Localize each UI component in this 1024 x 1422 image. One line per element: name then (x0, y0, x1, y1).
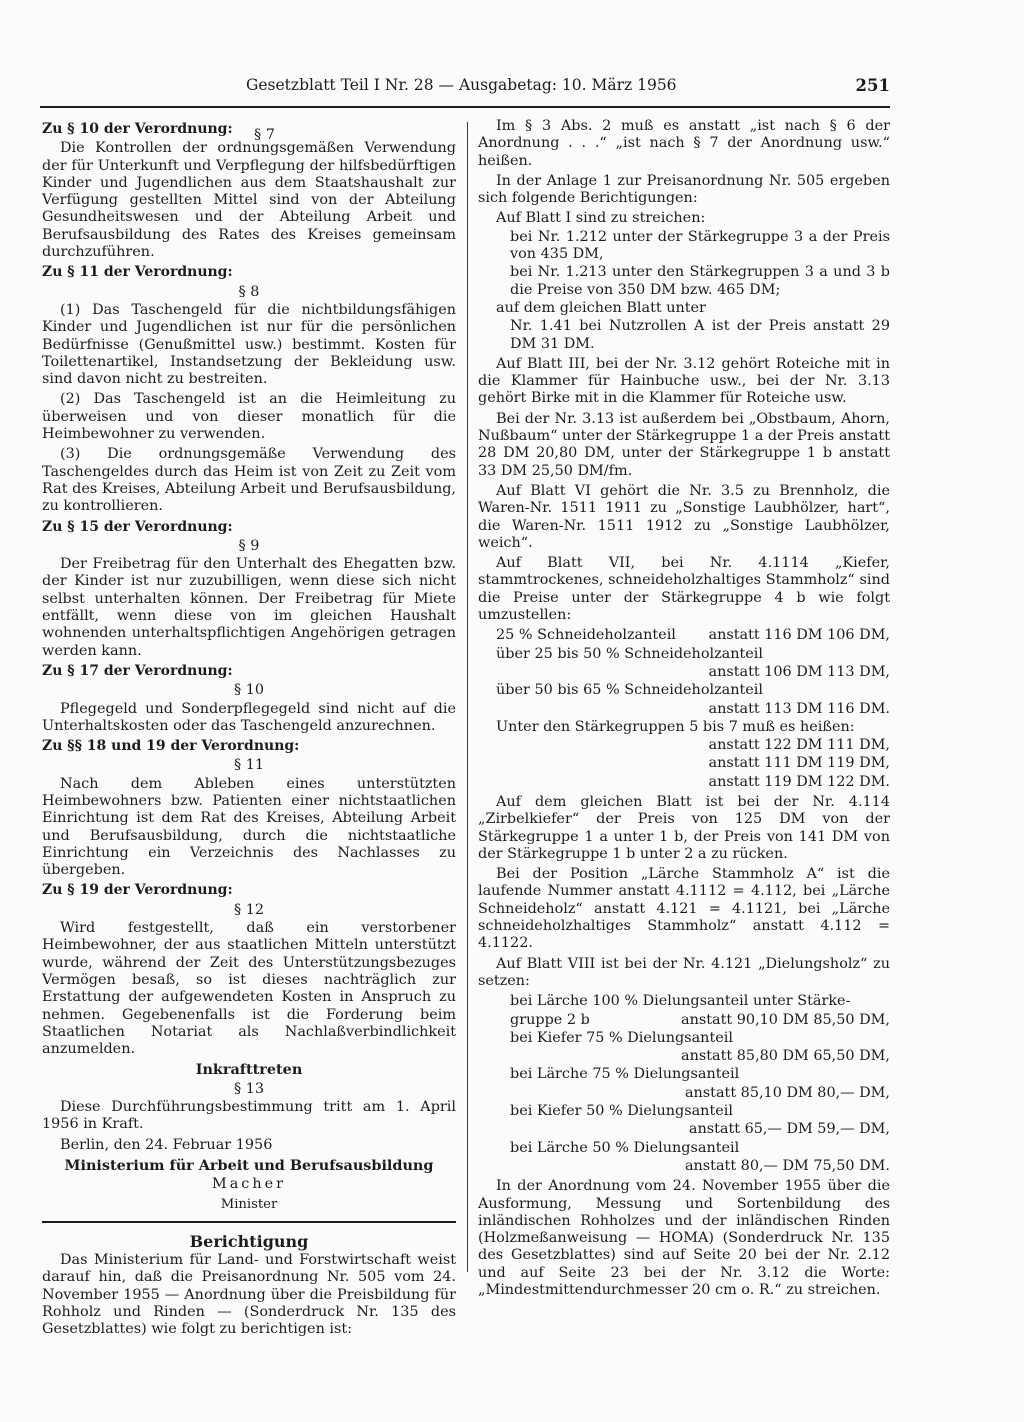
section-10-number: § 10 (233, 682, 265, 699)
blatt-8-row-value: anstatt 85,80 DM 65,50 DM, (681, 1048, 890, 1065)
running-title: Gesetzblatt Teil I Nr. 28 — Ausgabetag: 10. März 1956 (246, 76, 677, 94)
blatt-1-item-141: Nr. 1.41 bei Nutzrollen A ist der Preis anstatt 29 DM 31 DM. (510, 318, 890, 352)
right-column (478, 118, 890, 1302)
paragraph-section-8-3: (3) Die ordnungsgemäße Verwendung des Taschengeldes durch das Heim ist von Zeit zu Zeit vom Rat des Kreises, Abteilung Arbeit und Berufsausbildung, zu kontrollieren. (42, 446, 456, 515)
heading-zu-paragraph-10: Zu § 10 der Verordnung: (42, 121, 233, 137)
section-12-number: § 12 (233, 901, 265, 918)
blatt-7-row-value: anstatt 116 DM 106 DM, (708, 627, 890, 644)
header-rule (40, 106, 890, 108)
paragraph-section-13: Diese Durchführungsbestimmung tritt am 1. April 1956 in Kraft. (42, 1099, 456, 1133)
column-divider (467, 122, 468, 1272)
blatt-7-row-value: anstatt 119 DM 122 DM. (708, 773, 890, 790)
section-8-number: § 8 (238, 283, 260, 300)
blatt-8-row (510, 1012, 890, 1029)
blatt-8-row-label: bei Lärche 100 % Dielungsanteil unter Stärke- (510, 993, 851, 1010)
heading-zu-paragraph-11: Zu § 11 der Verordnung: (42, 264, 233, 281)
blatt-1-same-sheet: auf dem gleichen Blatt unter (496, 299, 706, 316)
paragraph-blatt-7: Auf Blatt VII, bei Nr. 4.1114 „Kiefer, stammtrockenes, schneideholzhaltiges Stammholz“ sind die Preise unter der Stärkegruppe 4 b wie folgt umzustellen: (478, 555, 890, 624)
section-separator-rule (42, 1221, 456, 1223)
left-column (42, 118, 456, 1342)
blatt-7-row-value: anstatt 113 DM 116 DM. (708, 700, 890, 717)
blatt-1-intro: Auf Blatt I sind zu streichen: (496, 210, 706, 227)
blatt-8-row-value: anstatt 85,10 DM 80,— DM, (684, 1084, 890, 1101)
blatt-7-price-table (478, 627, 890, 791)
blatt-7-row-label: über 50 bis 65 % Schneideholzanteil (496, 682, 764, 699)
place-and-date: Berlin, den 24. Februar 1956 (60, 1136, 273, 1153)
blatt-8-price-table (478, 993, 890, 1175)
blatt-1-item-1213: bei Nr. 1.213 unter den Stärkegruppen 3 a und 3 b die Preise von 350 DM bzw. 465 DM; (510, 264, 890, 298)
section-11-number: § 11 (233, 757, 265, 774)
blatt-1-item-1212: bei Nr. 1.212 unter der Stärkegruppe 3 a der Preis von 435 DM, (510, 228, 890, 263)
signatory-title: Minister (220, 1196, 278, 1212)
heading-zu-paragraph-15: Zu § 15 der Verordnung: (42, 518, 233, 535)
paragraph-anlage-1-intro: In der Anlage 1 zur Preisanordnung Nr. 505 ergeben sich folgende Berichtigungen: (478, 172, 890, 207)
heading-zu-paragraph-19: Zu § 19 der Verordnung: (42, 882, 233, 899)
berichtigung-heading: Berichtigung (189, 1231, 309, 1251)
paragraph-section-7: Die Kontrollen der ordnungsgemäßen Verwendung der für Unterkunft und Verpflegung der hilfsbedürftigen Kinder und Jugendlichen aus dem Staatshaushalt zur Verfügung gestellten Mittel sind von der Abteilung Gesundheitswesen und der Abteilung Arbeit und Berufsausbildung des Rates des Kreises gemeinsam durchzuführen. (42, 140, 456, 261)
section-7-number: § 7 (254, 127, 275, 143)
section-9-number: § 9 (238, 537, 260, 554)
ministry-name: Ministerium für Arbeit und Berufsausbildung (64, 1156, 434, 1174)
paragraph-blatt-3: Auf Blatt III, bei der Nr. 3.12 gehört Roteiche mit in die Klammer für Hainbuche usw., bei der Nr. 3.13 gehört Birke mit in die Klammer für Roteiche usw. (478, 355, 890, 407)
paragraph-section-10: Pflegegeld und Sonderpflegegeld sind nicht auf die Unterhaltskosten oder das Taschengeld anzurechnen. (42, 700, 456, 734)
blatt-8-row-value: anstatt 65,— DM 59,— DM, (688, 1121, 890, 1138)
paragraph-section-8-1: (1) Das Taschengeld für die nichtbildungsfähigen Kinder und Jugendlichen ist nur für die persönlichen Bedürfnisse (Genußmittel usw.) bestimmt. Kosten für Toilettenartikel, Instandsetzung der Bekleidung usw. sind davon nicht zu bestreiten. (42, 301, 456, 388)
blatt-8-row-label: bei Lärche 50 % Dielungsanteil (510, 1139, 740, 1156)
section-10-block (42, 121, 456, 143)
blatt-8-row-label: bei Lärche 75 % Dielungsanteil (510, 1066, 740, 1083)
paragraph-section-12: Wird festgestellt, daß ein verstorbener Heimbewohner, der aus staatlichen Mitteln unterstützt wurde, während der Zeit des Unterstützungsbezuges Vermögen besaß, so ist dieses nachträglich zur Erstattung der aufgewendeten Kosten in Anspruch zu nehmen. Gegebenenfalls ist die Forderung beim Staatlichen Notariat als Nachlaßverbindlichkeit anzumelden. (42, 920, 456, 1058)
page-number: 251 (855, 76, 890, 95)
blatt-7-row-label: über 25 bis 50 % Schneideholzanteil (496, 645, 764, 662)
paragraph-berichtigung: Das Ministerium für Land- und Forstwirtschaft weist darauf hin, daß die Preisanordnung Nr. 505 vom 24. November 1955 — Anordnung über die Preisbildung für Rohholz und Rinden — (Sonderdruck Nr. 135 des Gesetzblattes) wie folgt zu berichtigen ist: (42, 1252, 456, 1338)
blatt-8-row-value: anstatt 80,— DM 75,50 DM. (684, 1157, 890, 1174)
section-13-number: § 13 (233, 1080, 265, 1097)
heading-zu-paragraph-18-19: Zu §§ 18 und 19 der Verordnung: (42, 738, 300, 755)
paragraph-laerche-stammholz: Bei der Position „Lärche Stammholz A“ ist die laufende Nummer anstatt 4.1112 = 4.112, bei „Lärche Schneideholz“ anstatt 4.121 = 4.1121, bei „Lärche schneideholzhaltiges Stammholz“ anstatt 4.112 = 4.1122. (478, 866, 890, 952)
paragraph-zirbelkiefer: Auf dem gleichen Blatt ist bei der Nr. 4.114 „Zirbelkiefer“ der Preis von 125 DM von der Stärkegruppe 1 a unter 1 b, der Preis von 141 DM von der Stärkegruppe 1 b unter 2 a zu rücken. (478, 793, 890, 862)
blatt-8-row-label: bei Kiefer 75 % Dielungsanteil (510, 1029, 733, 1046)
blatt-7-groups-heading: Unter den Stärkegruppen 5 bis 7 muß es heißen: (496, 718, 855, 735)
heading-zu-paragraph-17: Zu § 17 der Verordnung: (42, 662, 233, 679)
blatt-8-row-value: anstatt 90,10 DM 85,50 DM, (681, 1011, 890, 1028)
blatt-7-row-value: anstatt 106 DM 113 DM, (708, 663, 890, 680)
blatt-8-row-label: bei Kiefer 50 % Dielungsanteil (510, 1103, 733, 1120)
paragraph-holzmessanweisung: In der Anordnung vom 24. November 1955 über die Ausformung, Messung und Sortenbildung des inländischen Rohholzes und der inländischen Rinden (Holzmeßanweisung — HOMA) (Sonderdruck Nr. 135 des Gesetzblattes) sind auf Seite 20 bei der Nr. 2.12 und auf Seite 23 bei der Nr. 3.12 die Worte: „Mindestmittendurchmesser 20 cm o. R.“ zu streichen. (478, 1178, 890, 1298)
heading-inkrafttreten: Inkrafttreten (195, 1061, 303, 1079)
paragraph-nr-313: Bei der Nr. 3.13 ist außerdem bei „Obstbaum, Ahorn, Nußbaum“ unter der Stärkegruppe 1 a der Preis anstatt 28 DM 20,80 DM, unter der Stärkegruppe 1 b anstatt 33 DM 25,50 DM/fm. (478, 410, 890, 479)
paragraph-anordnung-correction: Im § 3 Abs. 2 muß es anstatt „ist nach § 6 der Anordnung . . .“ „ist nach § 7 der Anordnung usw.“ heißen. (478, 118, 890, 169)
paragraph-section-11: Nach dem Ableben eines unterstützten Heimbewohners bzw. Patienten einer nichtstaatlichen Einrichtung ist dem Rat des Kreises, Abteilung Arbeit und Berufsausbildung, durch die nichtstaatliche Einrichtung ein Verzeichnis des Nachlasses zu übergeben. (42, 775, 456, 879)
paragraph-section-8-2: (2) Das Taschengeld ist an die Heimleitung zu überweisen und von dieser monatlich für die Heimbewohner zu verwenden. (42, 391, 456, 443)
page-header (40, 76, 890, 100)
paragraph-blatt-8: Auf Blatt VIII ist bei der Nr. 4.121 „Dielungsholz“ zu setzen: (478, 955, 890, 989)
blatt-7-row (496, 627, 890, 644)
blatt-7-row-label: 25 % Schneideholzanteil (496, 627, 676, 644)
blatt-7-row-value: anstatt 122 DM 111 DM, (708, 737, 890, 754)
paragraph-section-9: Der Freibetrag für den Unterhalt des Ehegatten bzw. der Kinder ist nur zuzubilligen, wenn diese sich nicht selbst unterhalten können. Der Freibetrag für Miete entfällt, wenn diese von im gleichen Haushalt wohnenden unterhaltspflichtigen Angehörigen getragen werden kann. (42, 556, 456, 659)
blatt-8-row-label: gruppe 2 b (510, 1011, 590, 1028)
paragraph-blatt-6: Auf Blatt VI gehört die Nr. 3.5 zu Brennholz, die Waren-Nr. 1511 1911 zu „Sonstige Laubhölzer, hart“, die Waren-Nr. 1511 1912 zu „Sonstige Laubhölzer, weich“. (478, 482, 890, 551)
blatt-7-row-value: anstatt 111 DM 119 DM, (708, 755, 890, 772)
signatory-name: Macher (211, 1176, 287, 1193)
